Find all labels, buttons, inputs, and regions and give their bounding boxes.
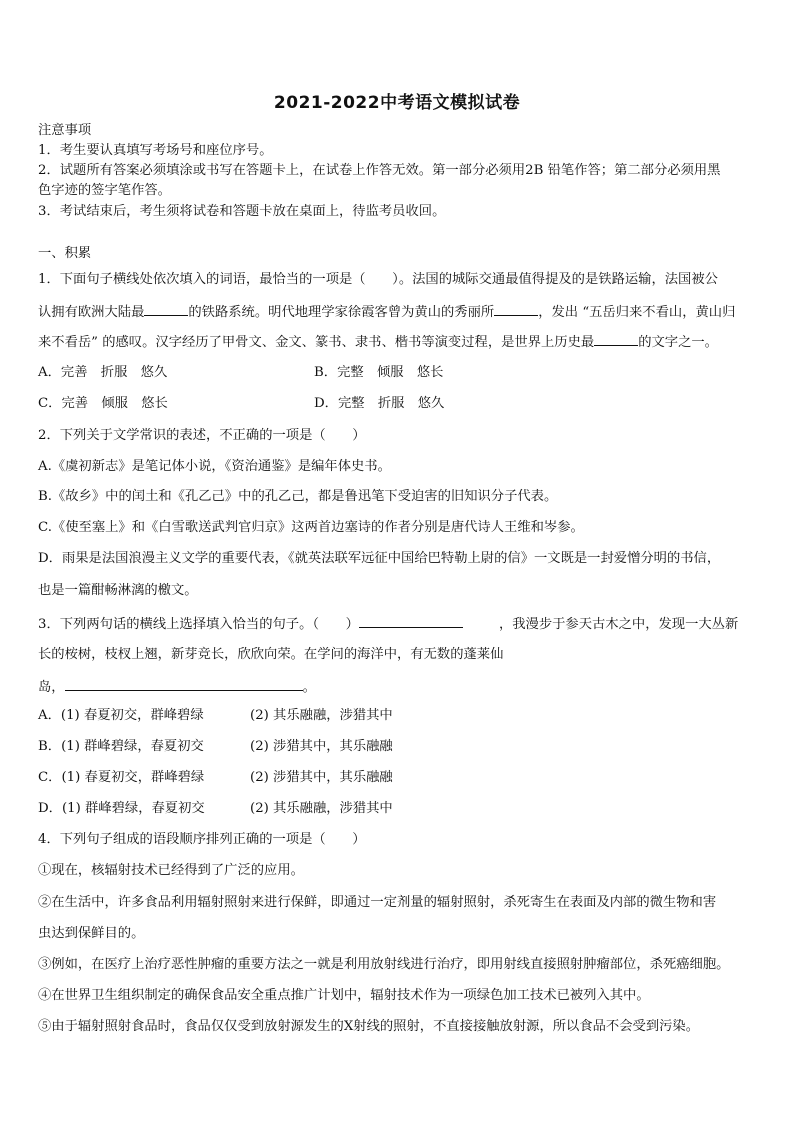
q2-stem: 2．下列关于文学常识的表述，不正确的一项是（ ） bbox=[38, 428, 366, 443]
q3-line1 bbox=[38, 613, 760, 635]
q4-stem: 4．下列句子组成的语段顺序排列正确的一项是（ ） bbox=[38, 832, 366, 847]
notice-item-1: 1．考生要认真填写考场号和座位序号。 bbox=[38, 143, 273, 158]
q3-option-c-part2: (2) 涉猎其中，其乐融融 bbox=[250, 770, 393, 785]
q3-line1-part2: ，我漫步于参天古木之中，发现一大丛新 bbox=[498, 617, 739, 632]
q1-option-d[interactable]: D．完整 折服 悠久 bbox=[314, 396, 445, 411]
notice-heading: 注意事项 bbox=[38, 123, 92, 138]
q1-option-c[interactable]: C．完善 倾服 悠长 bbox=[38, 396, 168, 411]
answer-blank[interactable] bbox=[65, 676, 303, 691]
q4-sentence-3: ③例如，在医疗上治疗恶性肿瘤的重要方法之一就是利用放射线进行治疗，即用射线直接照射肿瘤部位，杀死癌细胞。 bbox=[38, 957, 730, 972]
q4-sentence-2: ②在生活中，许多食品利用辐射照射来进行保鲜，即通过一定剂量的辐射照射，杀死寄生在表面及内部的微生物和害 bbox=[38, 895, 717, 910]
q1-line3-part1: 来不看岳” 的感叹。汉字经历了甲骨文、金文、篆书、隶书、楷书等演变过程，是世界上历史最 bbox=[38, 335, 595, 350]
q2-option-c[interactable]: C.《使至塞上》和《白雪歌送武判官归京》这两首边塞诗的作者分别是唐代诗人王维和岑参。 bbox=[38, 520, 584, 535]
q3-option-d-part2: (2) 其乐融融，涉猎其中 bbox=[250, 801, 393, 816]
q4-sentence-2-cont: 虫达到保鲜目的。 bbox=[38, 926, 145, 941]
q1-line3 bbox=[38, 331, 760, 353]
answer-blank[interactable] bbox=[594, 331, 638, 346]
answer-blank[interactable] bbox=[494, 301, 538, 316]
q1-line1: 1．下面句子横线处依次填入的词语，最恰当的一项是（ ）。法国的城际交通最值得提及的是铁路运输，法国被公 bbox=[38, 272, 718, 287]
q1-line2-part3: ，发出 “五岳归来不看山，黄山归 bbox=[538, 305, 736, 320]
q3-option-b-part1[interactable]: B．(1) 群峰碧绿，春夏初交 bbox=[38, 739, 204, 754]
q4-sentence-5: ⑤由于辐射照射食品时，食品仅仅受到放射源发生的X射线的照射，不直接接触放射源，所以食品不会受到污染。 bbox=[38, 1019, 700, 1034]
q1-line2-part1: 认拥有欧洲大陆最 bbox=[38, 305, 145, 320]
notice-item-3: 3．考试结束后，考生须将试卷和答题卡放在桌面上，待监考员收回。 bbox=[38, 204, 446, 219]
q3-line3-part2: 。 bbox=[302, 680, 316, 695]
q1-option-b[interactable]: B．完整 倾服 悠长 bbox=[314, 365, 444, 380]
q2-option-d[interactable]: D．雨果是法国浪漫主义文学的重要代表，《就英法联军远征中国给巴特勒上尉的信》一文既是一封爱憎分明的书信， bbox=[38, 551, 721, 566]
q1-line2 bbox=[38, 301, 760, 323]
q3-option-c-part1[interactable]: C．(1) 春夏初交，群峰碧绿 bbox=[38, 770, 205, 785]
q3-option-a-part2: (2) 其乐融融，涉猎其中 bbox=[250, 708, 393, 723]
q1-line3-part2: 的文字之一。 bbox=[638, 335, 718, 350]
q2-option-a[interactable]: A.《虞初新志》是笔记体小说，《资治通鉴》是编年体史书。 bbox=[38, 459, 391, 474]
answer-blank[interactable] bbox=[359, 613, 463, 628]
q4-sentence-4: ④在世界卫生组织制定的确保食品安全重点推广计划中，辐射技术作为一项绿色加工技术已被列入其中。 bbox=[38, 988, 650, 1003]
q4-sentence-1: ①现在，核辐射技术已经得到了广泛的应用。 bbox=[38, 863, 304, 878]
q3-option-b-part2: (2) 涉猎其中，其乐融融 bbox=[250, 739, 393, 754]
answer-blank[interactable] bbox=[144, 301, 188, 316]
q1-option-a[interactable]: A．完善 折服 悠久 bbox=[38, 365, 168, 380]
q3-option-d-part1[interactable]: D．(1) 群峰碧绿，春夏初交 bbox=[38, 801, 205, 816]
section-heading: 一、积累 bbox=[38, 246, 92, 261]
notice-item-2: 2．试题所有答案必须填涂或书写在答题卡上，在试卷上作答无效。第一部分必须用2B 铅笔作答；第二部分必须用黑 bbox=[38, 163, 721, 178]
q2-option-d-cont: 也是一篇酣畅淋漓的檄文。 bbox=[38, 583, 198, 598]
page-title: 2021-2022中考语文模拟试卷 bbox=[273, 93, 521, 113]
q2-option-b[interactable]: B.《故乡》中的闰土和《孔乙己》中的孔乙己，都是鲁迅笔下受迫害的旧知识分子代表。 bbox=[38, 489, 558, 504]
q3-line3-part1: 岛， bbox=[38, 680, 65, 695]
q3-line2: 长的桉树，枝杈上翘，新芽竞长，欣欣向荣。在学问的海洋中，有无数的蓬莱仙 bbox=[38, 647, 504, 662]
q3-line3 bbox=[38, 676, 760, 698]
q1-line2-part2: 的铁路系统。明代地理学家徐霞客曾为黄山的秀丽所 bbox=[188, 305, 495, 320]
notice-item-2-cont: 色字迹的签字笔作答。 bbox=[38, 183, 171, 198]
q3-line1-part1: 3．下列两句话的横线上选择填入恰当的句子。（ ） bbox=[38, 617, 359, 632]
q3-option-a-part1[interactable]: A．(1) 春夏初交，群峰碧绿 bbox=[38, 708, 204, 723]
